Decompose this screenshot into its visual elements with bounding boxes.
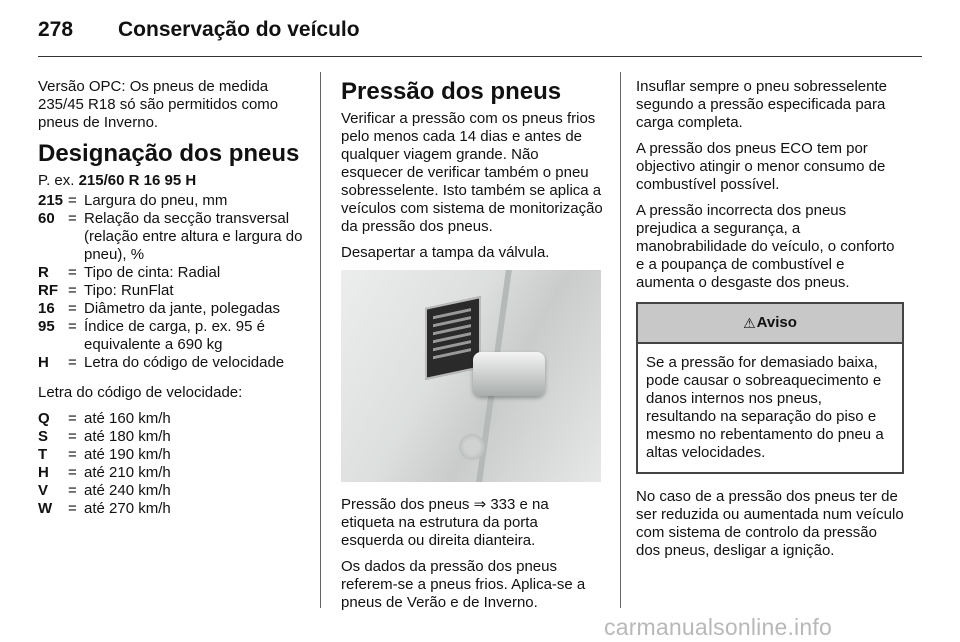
equals-sign: = (68, 446, 77, 463)
page-title: Conservação do veículo (118, 18, 360, 41)
ignition-paragraph: No caso de a pressão dos pneus ter de ser reduzida ou aumentada num veículo com sistema de controlo da pressão dos pneus, desligar a ignição. (636, 488, 904, 559)
definition-value: Letra do código de velocidade (84, 354, 285, 371)
definition-key: H (38, 354, 49, 371)
warning-header (638, 304, 902, 344)
speed-key: W (38, 500, 53, 517)
pressure-reference-paragraph: Pressão dos pneus ⇒ 333 e na etiqueta na estrutura da porta esquerda ou direita dianteira. (341, 496, 549, 549)
warning-body: Se a pressão for demasiado baixa, pode causar o sobreaquecimento e danos internos nos pneus, resultando na separação do piso e mesmo no rebentamento do pneu a altas velocidades. (646, 354, 884, 461)
definition-key: RF (38, 282, 58, 299)
example-code: 215/60 R 16 95 H (78, 172, 197, 189)
spare-tyre-paragraph: Insuflar sempre o pneu sobresselente segundo a pressão especificada para carga completa. (636, 78, 887, 131)
page-header (38, 14, 360, 46)
definition-row (38, 300, 308, 318)
door-hinge (473, 352, 545, 396)
definition-value: Diâmetro da jante, polegadas (84, 300, 280, 317)
definition-key: 60 (38, 210, 55, 227)
definition-key: 16 (38, 300, 55, 317)
speed-value: até 160 km/h (84, 410, 171, 427)
pressure-check-paragraph: Verificar a pressão com os pneus frios pelo menos cada 14 dias e antes de qualquer viagem grande. Não esquecer de verificar também o pneu sobresselente. Isto também se aplica a veículos com sistema de monitorização da pressão dos pneus. (341, 110, 603, 235)
section-heading-designation: Designação dos pneus (38, 140, 300, 167)
equals-sign: = (68, 428, 77, 445)
definition-key: R (38, 264, 49, 281)
designation-list (38, 192, 308, 372)
definition-value: Largura do pneu, mm (84, 192, 228, 209)
equals-sign: = (68, 264, 77, 281)
equals-sign: = (68, 192, 77, 209)
column-divider-2 (620, 72, 621, 608)
speed-code-intro: Letra do código de velocidade: (38, 384, 243, 401)
speed-row (38, 500, 308, 518)
definition-value: Índice de carga, p. ex. 95 é equivalente a 690 kg (84, 318, 265, 353)
definition-key: 95 (38, 318, 55, 335)
definition-row (38, 354, 308, 372)
cold-tyres-paragraph: Os dados da pressão dos pneus referem-se a pneus frios. Aplica-se a pneus de Verão e de Inverno. (341, 558, 586, 611)
speed-row (38, 464, 308, 482)
speed-key: H (38, 464, 49, 481)
example-line (38, 172, 308, 190)
incorrect-pressure-paragraph: A pressão incorrecta dos pneus prejudica a segurança, a manobrabilidade do veículo, o conforto e a poupança de combustível e aumenta o desgaste dos pneus. (636, 202, 895, 291)
example-prefix: P. ex. (38, 172, 75, 189)
header-rule (38, 56, 922, 57)
warning-triangle-icon: ⚠ (743, 315, 756, 331)
warning-title: Aviso (756, 314, 797, 331)
footer-watermark: carmanualsonline.info (604, 614, 832, 640)
speed-value: até 240 km/h (84, 482, 171, 499)
speed-row (38, 446, 308, 464)
speed-code-list (38, 410, 308, 518)
section-heading-pressure: Pressão dos pneus (341, 78, 562, 105)
eco-pressure-paragraph: A pressão dos pneus ECO tem por objectivo atingir o menor consumo de combustível possível. (636, 140, 886, 193)
warning-box (636, 302, 904, 474)
speed-key: V (38, 482, 49, 499)
equals-sign: = (68, 210, 77, 227)
speed-key: S (38, 428, 49, 445)
speed-row (38, 428, 308, 446)
column-divider-1 (320, 72, 321, 608)
equals-sign: = (68, 282, 77, 299)
definition-row (38, 192, 308, 210)
speed-row (38, 410, 308, 428)
door-frame-tyre-label-photo (341, 270, 601, 482)
valve-cap-paragraph: Desapertar a tampa da válvula. (341, 244, 550, 261)
column-1 (38, 78, 308, 528)
frame-hole (459, 434, 485, 460)
speed-value: até 210 km/h (84, 464, 171, 481)
speed-value: até 270 km/h (84, 500, 171, 517)
definition-row (38, 282, 308, 300)
column-2 (341, 78, 603, 620)
definition-row (38, 210, 308, 264)
definition-row (38, 318, 308, 354)
column-3 (636, 78, 904, 568)
opc-note: Versão OPC: Os pneus de medida 235/45 R18 só são permitidos como pneus de Inverno. (38, 78, 279, 131)
equals-sign: = (68, 300, 77, 317)
speed-value: até 190 km/h (84, 446, 171, 463)
speed-key: T (38, 446, 48, 463)
page-number: 278 (38, 18, 74, 41)
speed-row (38, 482, 308, 500)
definition-value: Tipo de cinta: Radial (84, 264, 221, 281)
speed-value: até 180 km/h (84, 428, 171, 445)
equals-sign: = (68, 464, 77, 481)
equals-sign: = (68, 318, 77, 335)
speed-key: Q (38, 410, 50, 427)
equals-sign: = (68, 482, 77, 499)
equals-sign: = (68, 410, 77, 427)
equals-sign: = (68, 500, 77, 517)
equals-sign: = (68, 354, 77, 371)
definition-key: 215 (38, 192, 64, 209)
definition-row (38, 264, 308, 282)
definition-value: Tipo: RunFlat (84, 282, 174, 299)
definition-value: Relação da secção transversal (relação entre altura e largura do pneu), % (84, 210, 303, 263)
